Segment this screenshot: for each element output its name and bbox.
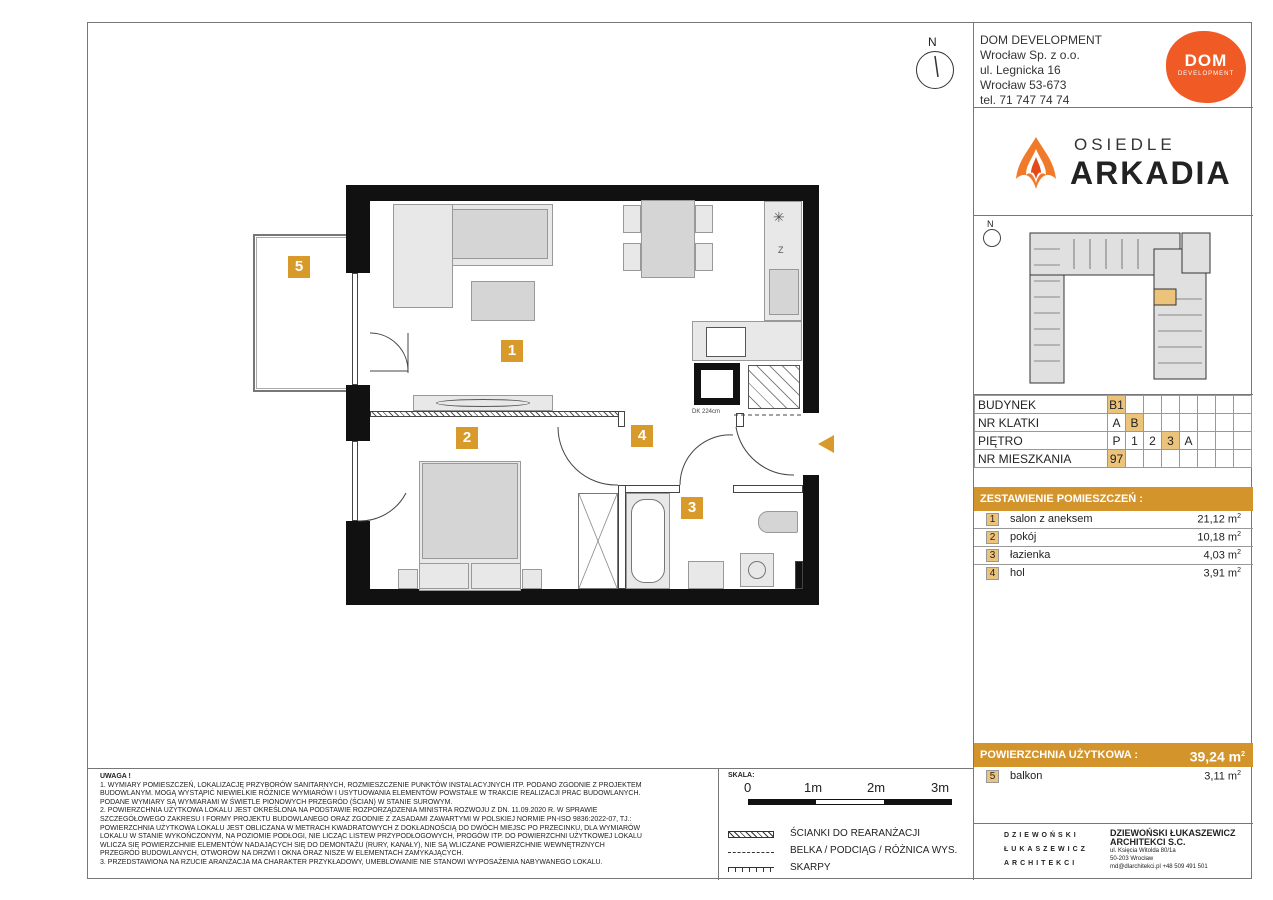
architect-info (1110, 829, 1236, 871)
row-budynek (975, 396, 1252, 414)
balcony-name: balkon (1010, 770, 1043, 782)
room-label-2: 2 (456, 427, 478, 449)
room-area: 3,91 $m^2$ (1203, 567, 1241, 580)
entrance-arrow-icon (818, 435, 834, 453)
hatched-wall-icon (728, 831, 774, 838)
budynek-label: BUDYNEK (975, 396, 1108, 414)
notes-divider (88, 768, 973, 769)
pietro-value: P (1108, 432, 1126, 450)
dashed-line-icon (728, 852, 774, 853)
klatka-value: A (1108, 414, 1126, 432)
project-prefix: OSIEDLE (1074, 135, 1176, 154)
room-name: hol (1010, 567, 1025, 579)
klatka-value: B (1126, 414, 1144, 432)
balcony-number: 5 (986, 770, 999, 783)
room-name: salon z aneksem (1010, 513, 1093, 525)
keyplan-compass-label: N (987, 219, 994, 229)
note-line: BUDOWLANYM. MOGĄ WYSTĄPIĆ NIEWIELKIE RÓŻNICE WYMIARÓW I USYTUOWANIA ELEMENTÓW POWSTAŁE W TRAKCIE REALIZACJI PRAC BUDOWLANYCH. (100, 790, 641, 798)
hood-icon: ✳ (773, 209, 785, 225)
room-area: 4,03 $m^2$ (1203, 549, 1241, 562)
pietro-label: PIĘTRO (975, 432, 1108, 450)
pietro-value: 1 (1126, 432, 1144, 450)
developer-street: ul. Legnicka 16 (980, 63, 1061, 77)
pietro-value: 2 (1144, 432, 1162, 450)
scale-label: SKALA: (728, 772, 755, 779)
keyplan-compass-icon (982, 221, 1004, 251)
architect-contact: md@dlarchitekci.pl +48 509 491 501 (1110, 864, 1208, 870)
developer-phone: tel. 71 747 74 74 (980, 93, 1070, 107)
rooms-header: ZESTAWIENIE POMIESZCZEŃ : (974, 487, 1253, 511)
room-row (974, 565, 1253, 583)
notes-split-divider (718, 768, 719, 880)
room-number: 4 (986, 567, 999, 580)
dom-development-logo (1166, 31, 1246, 103)
project-logo (1014, 131, 1232, 191)
note-line: POWIERZCHNIA UŻYTKOWA LOKALU JEST OBLICZANA W METRACH KWADRATOWYCH Z DOKŁADNOŚCIĄ DO DWÓCH MIEJSC PO PRZECINKU, DLA WYMIARÓW (100, 824, 641, 832)
usable-area-label: POWIERZCHNIA UŻYTKOWA : (980, 749, 1139, 761)
fridge-label: Z (778, 245, 784, 255)
apartment-plan (88, 23, 973, 768)
developer-city: Wrocław 53-673 (980, 78, 1067, 92)
dk-label: DK 224cm (692, 409, 721, 415)
budynek-value: B1 (1109, 397, 1124, 412)
room-label-5: 5 (288, 256, 310, 278)
note-line: WLICZA SIĘ POWIERZCHNIE ELEMENTÓW NADAJĄCYCH SIĘ DO DEMONTAŻU (RURY, KANAŁY), NIE SĄ WLICZANE POWIERZCHNIE WEWNĘTRZNYCH (100, 841, 605, 849)
usable-area-bar (974, 743, 1253, 767)
room-label-1: 1 (501, 340, 523, 362)
mieszkanie-value: 97 (1108, 450, 1126, 468)
floor-plan-sheet (87, 22, 1252, 879)
room-area: 10,18 $m^2$ (1197, 531, 1241, 544)
note-line: LOKALU W STANIE WYKOŃCZONYM, NA POZIOMIE PODŁOGI, NIE LICZĄC LISTEW PRZYPODŁOGOWYCH, PROGÓW ITP. DO POWIERZCHNI UŻYTKOWEJ LOKALU (100, 833, 642, 841)
room-name: pokój (1010, 531, 1037, 543)
room-number: 1 (986, 513, 999, 526)
logo-text: DOM (1184, 51, 1228, 70)
room-row (974, 511, 1253, 529)
note-line: SZCZEGÓŁOWEGO ZAKRESU I FORMY PROJEKTU BUDOWLANEGO ORAZ ZGODNIE Z ZASADAMI ZAWARTYMI W POLSKIEJ NORMIE PN-ISO 9836:2022-07, TJ.: (100, 815, 632, 823)
row-pietro (975, 432, 1252, 450)
divider (974, 107, 1253, 108)
notes-header: UWAGA ! (100, 773, 131, 780)
developer-info (980, 33, 1102, 108)
architect-name-2: ARCHITEKCI S.C. (1110, 837, 1186, 847)
info-panel (974, 23, 1253, 880)
scale-bar (748, 799, 952, 805)
project-name: ARKADIA (1070, 155, 1232, 191)
notes-block (100, 773, 712, 868)
note-line: 3. PRZEDSTAWIONA NA RZUCIE ARANŻACJA MA CHARAKTER PRZYKŁADOWY, UMEBLOWANIE NIE STANOWI WYPOSAŻENIA NABYWANEGO LOKALU. (100, 858, 603, 866)
architect-name: DZIEWOŃSKI ŁUKASZEWICZ (1110, 828, 1236, 838)
klatka-label: NR KLATKI (975, 414, 1108, 432)
mieszkanie-label: NR MIESZKANIA (975, 450, 1108, 468)
door-swings (88, 23, 973, 768)
room-row (974, 547, 1253, 565)
note-line: PODANE WYMIARY SĄ WYMIARAMI W ŚWIETLE PIONOWYCH PRZEGRÓD (ŚCIAN) W STANIE SUROWYM. (100, 798, 453, 806)
room-label-3: 3 (681, 497, 703, 519)
usable-area-value: 39,24 $m^2$ (1189, 748, 1245, 765)
info-table (974, 395, 1252, 468)
architect-logo: DZIEWOŃSKI ŁUKASZEWICZ ARCHITEKCI (1004, 832, 1088, 867)
divider (974, 823, 1253, 824)
balcony-area: 3,11 $m^2$ (1204, 770, 1241, 783)
row-klatka (975, 414, 1252, 432)
legend-text: ŚCIANKI DO REARANŻACJI (790, 828, 921, 839)
building-keyplan (1014, 219, 1254, 387)
room-number: 3 (986, 549, 999, 562)
room-row (974, 529, 1253, 547)
architect-address: ul. Księcia Witolda 80/1a (1110, 848, 1176, 854)
arkadia-leaf-icon (1014, 135, 1058, 191)
scale-tick: 0 (744, 780, 752, 795)
logo-sub: DEVELOPMENT (1177, 71, 1235, 77)
architect-city: 50-203 Wrocław (1110, 856, 1154, 862)
compass-label: N (928, 35, 937, 49)
note-line: PRZEGRÓD BUDOWLANYCH, OTWORÓW NA DRZWI I OKNA ORAZ NISZE W ELEMENTACH ZAMYKAJĄCYCH. (100, 850, 464, 858)
developer-name: DOM DEVELOPMENT (980, 33, 1103, 47)
room-name: łazienka (1010, 549, 1051, 561)
divider (974, 215, 1253, 216)
scale-tick: 3m (931, 780, 950, 795)
balcony-row (974, 767, 1253, 785)
scale-and-legend (728, 772, 958, 872)
legend-text: SKARPY (790, 862, 831, 873)
tick-line-icon (728, 867, 774, 872)
note-line: 2. POWIERZCHNIA UŻYTKOWA LOKALU JEST OKREŚLONA NA PODSTAWIE ROZPORZĄDZENIA MINISTRA ROZWOJU Z DN. 11.09.2020 R. W SPRAWIE (100, 807, 598, 815)
scale-tick: 2m (867, 780, 886, 795)
pietro-value: A (1180, 432, 1198, 450)
room-number: 2 (986, 531, 999, 544)
scale-tick: 1m (804, 780, 823, 795)
pietro-value: 3 (1162, 432, 1180, 450)
row-mieszkanie (975, 450, 1252, 468)
room-label-4: 4 (631, 425, 653, 447)
apartment-highlight (1154, 289, 1176, 305)
room-area: 21,12 $m^2$ (1197, 513, 1241, 526)
legend-text: BELKA / PODCIĄG / RÓŻNICA WYS. (790, 845, 958, 856)
developer-company: Wrocław Sp. z o.o. (980, 48, 1080, 62)
note-line: 1. WYMIARY POMIESZCZEŃ, LOKALIZACJĘ PRZYBORÓW SANITARNYCH, ROZMIESZCZENIE PUNKTÓW INSTALACYJNYCH ITP. PODANO ZGODNIE Z PROJEKTEM (100, 781, 642, 789)
rooms-list (974, 511, 1253, 583)
